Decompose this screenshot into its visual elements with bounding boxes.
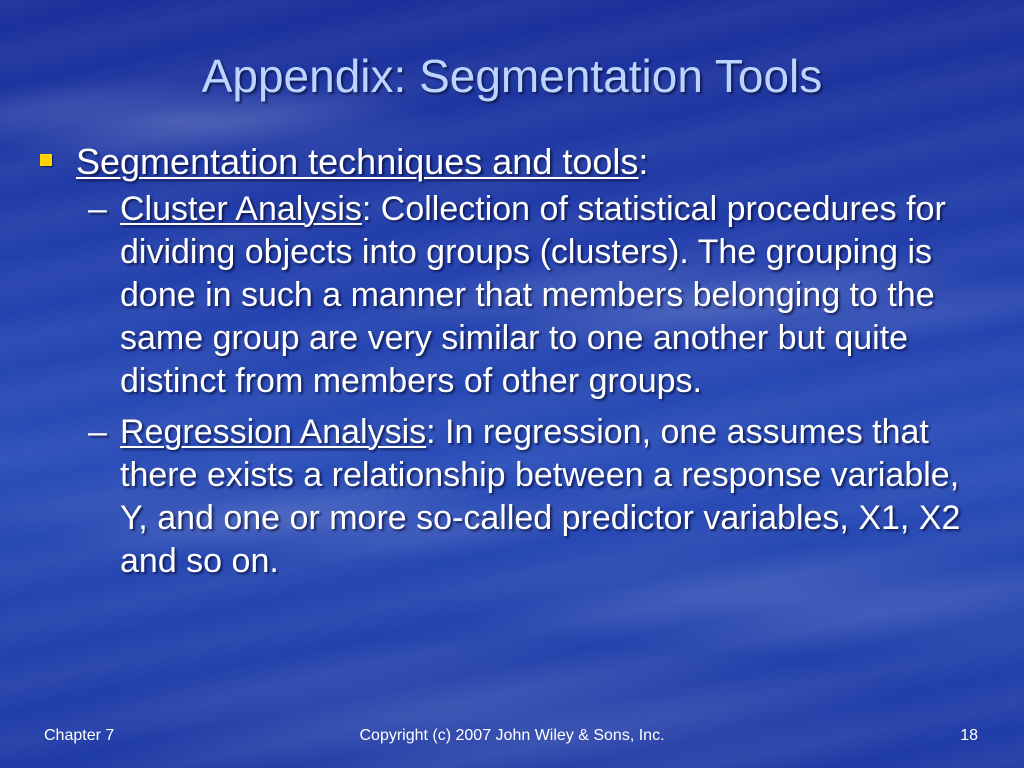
dash-bullet-icon: – — [88, 190, 107, 228]
sub-bullet-text: : In regression, one assumes that there exists a relationship between a response variable, Y, and one or more so-called predictor variables, X1, X2 and so on. — [120, 413, 961, 580]
slide-title: Appendix: Segmentation Tools — [201, 50, 823, 102]
footer-chapter: Chapter 7 — [44, 727, 115, 744]
bullet-segmentation-techniques — [40, 140, 980, 184]
page-number: 18 — [960, 727, 978, 744]
sub-bullet-regression-analysis — [40, 411, 980, 583]
sub-bullet-text: : Collection of statistical procedures for dividing objects into groups (clusters). The grouping is done in such a manner that members belonging to the same group are very similar to one another but quite distinct from members of other groups. — [120, 190, 946, 400]
sub-bullet-term: Regression Analysis — [120, 413, 427, 451]
bullet-term: Segmentation techniques and tools — [76, 141, 639, 182]
square-bullet-icon — [40, 154, 52, 166]
bullet-suffix: : — [638, 141, 649, 182]
slide-body — [40, 140, 980, 591]
sub-bullet-term: Cluster Analysis — [120, 190, 362, 228]
footer-copyright: Copyright (c) 2007 John Wiley & Sons, Inc. — [359, 727, 665, 744]
sub-bullet-cluster-analysis — [40, 188, 980, 403]
dash-bullet-icon: – — [88, 413, 107, 451]
